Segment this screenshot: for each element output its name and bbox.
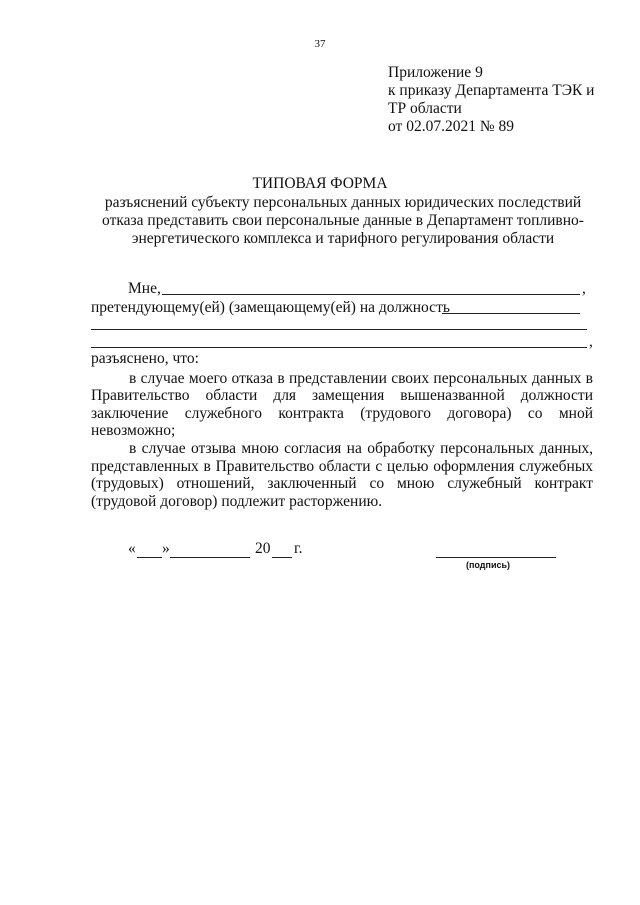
year-fill-line[interactable] (272, 557, 292, 558)
page-number: 37 (314, 38, 326, 50)
form-subtitle: разъяснений субъекту персональных данных юридических последствий отказа представить свои персональные данные в Департамент топливно-энергетического комплекса и тарифного регулирования области (102, 194, 584, 247)
year-suffix: г. (294, 540, 303, 557)
signature-fill-line[interactable] (436, 557, 556, 558)
applicant-label: претендующему(ей) (замещающему(ей) на должность (91, 299, 450, 316)
comma-mark: , (582, 280, 586, 297)
paragraph-refusal: в случае моего отказа в представлении своих персональных данных в Правительство области для замещения вышеназванной должности заключение служебного контракта (трудового договора) со мной невозможно; (91, 369, 593, 440)
day-fill-line[interactable] (137, 557, 162, 558)
comma-mark: , (589, 333, 593, 350)
date-quote-open: « (128, 540, 136, 557)
date-quote-close: » (162, 540, 170, 557)
annex-block (388, 64, 594, 136)
name-fill-line[interactable] (162, 294, 580, 295)
signature-caption: (подпись) (466, 560, 511, 570)
body-text (91, 350, 593, 510)
annex-line: к приказу Департамента ТЭК и (388, 82, 595, 99)
to-me-label: Мне, (128, 280, 161, 297)
position-fill-line[interactable] (442, 313, 580, 314)
paragraph-withdrawal: в случае отзыва мною согласия на обработку персональных данных, представленных в Правительство области с целью оформления служебных (трудовых) отношений, заключенный со мною служебный контракт (трудовой договор) подлежит расторжению. (91, 439, 593, 510)
explained-label: разъяснено, что: (91, 350, 199, 367)
month-fill-line[interactable] (170, 557, 250, 558)
position-fill-line-3[interactable] (91, 347, 587, 348)
annex-line: Приложение 9 (388, 64, 483, 81)
position-fill-line-2[interactable] (91, 329, 587, 330)
annex-line: ТР области (388, 100, 462, 117)
annex-line: от 02.07.2021 № 89 (388, 118, 514, 135)
form-title: ТИПОВАЯ ФОРМА (252, 175, 388, 192)
year-prefix: 20 (255, 540, 271, 557)
